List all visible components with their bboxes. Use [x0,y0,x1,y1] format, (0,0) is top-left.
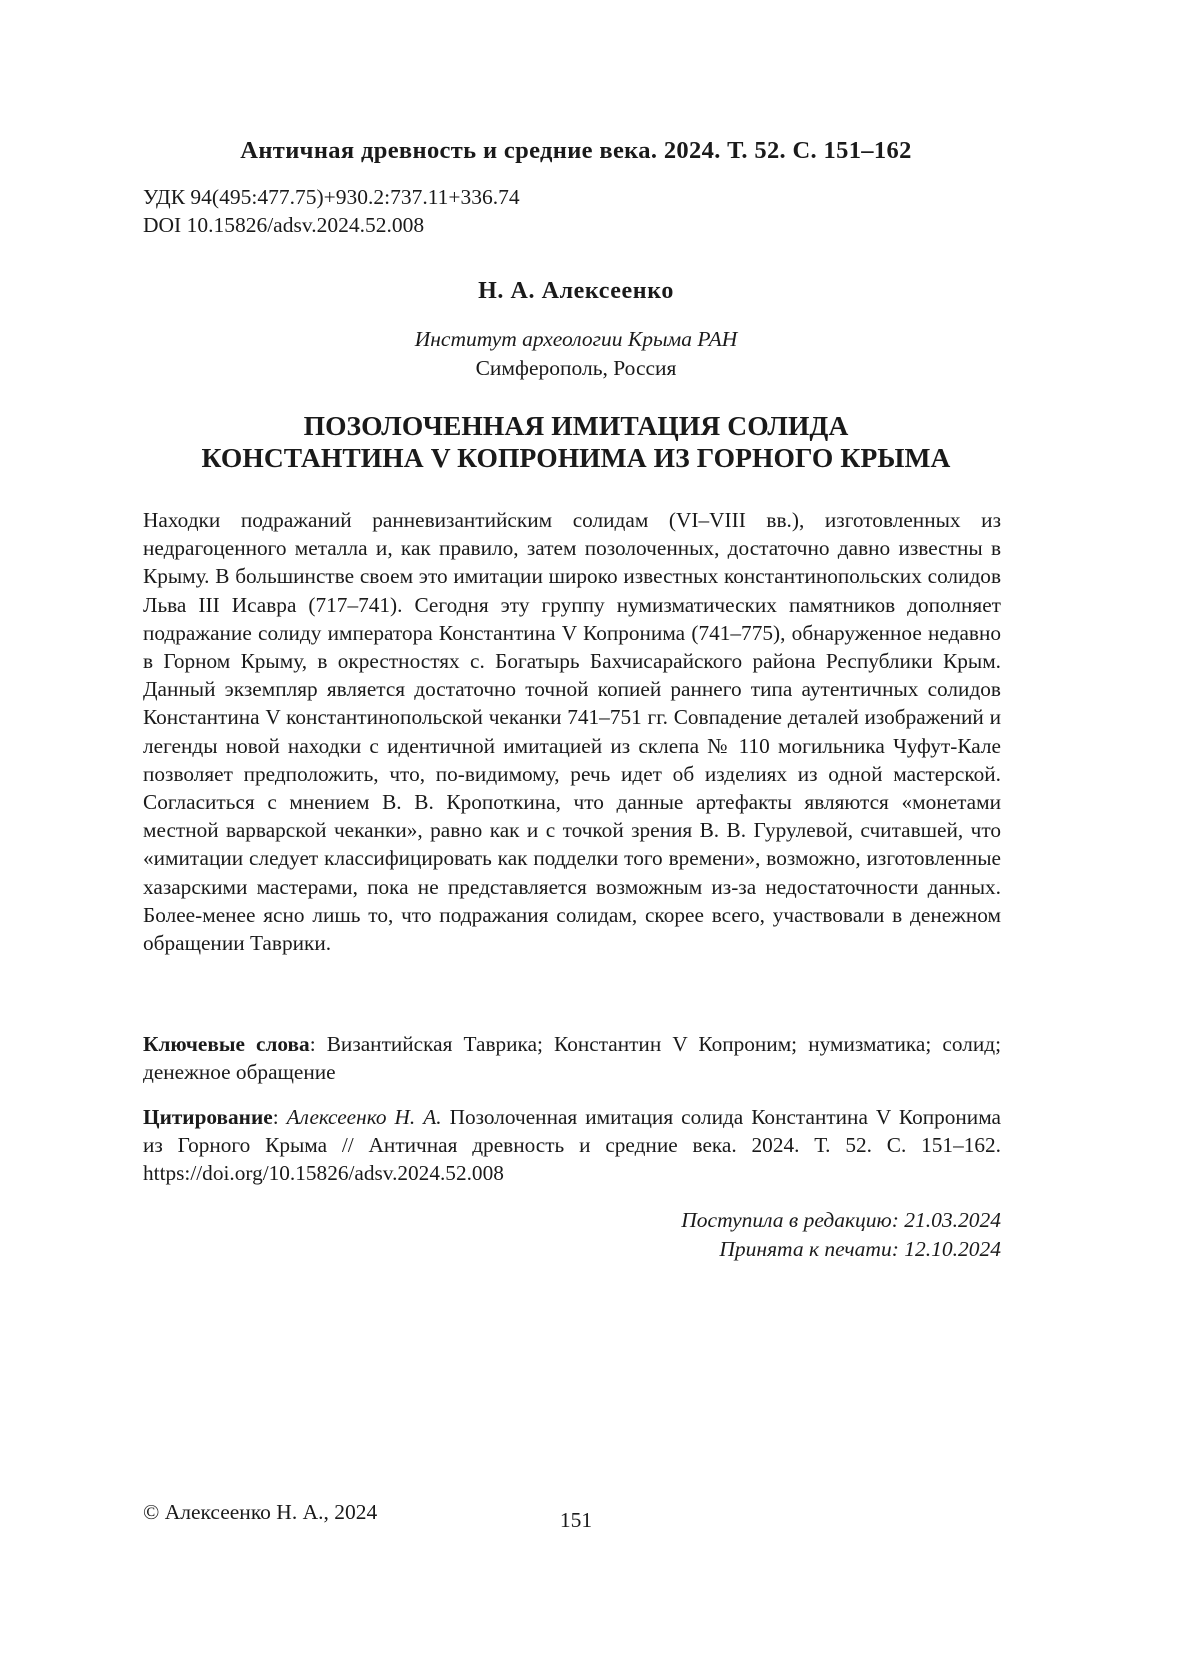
citation-text: Позолоченная имитация солида Константина V Копронима из Горного Крыма // Античная древность и средние века. 2024. Т. 52. С. 151–162. https://doi.org/10.15826/adsv.2024.52.008 [143,1105,1001,1186]
accepted-date: Принята к печати: 12.10.2024 [719,1236,1001,1261]
article-title [0,410,1152,474]
page-number: 151 [559,1508,593,1532]
keywords-text: Византийская Таврика; Константин V Копроним; нумизматика; солид; денежное обращение [143,1032,1001,1085]
institution-name: Институт археологии Крыма РАН [414,327,738,351]
author-name: Н. А. Алексеенко [478,278,674,304]
abstract-text: Находки подражаний ранневизантийским солидам (VI–VIII вв.), изготовленных из недрагоценного металла и, как правило, затем позолоченных, достаточно давно известны в Крыму. В большинстве своем это имитации широко известных константинопольских солидов Льва III Исавра (717–741). Сегодня эту группу нумизматических памятников дополняет подражание солиду императора Константина V Копронима (741–775), обнаруженное недавно в Горном Крыму, в окрестностях с. Богатырь Бахчисарайского района Республики Крым. Данный экземпляр является достаточно точной копией раннего типа аутентичных солидов Константина V константинопольской чеканки 741–751 гг. Совпадение деталей изображений и легенды новой находки с идентичной имитацией из склепа № 110 могильника Чуфут-Кале позволяет предположить, что, по-видимому, речь идет об изделиях из одной мастерской. Согласиться с мнением В. В. Кропоткина, что данные артефакты являются «монетами местной варварской чеканки», равно как и с точкой зрения В. В. Гурулевой, считавшей, что «имитации следует классифицировать как подделки того времени», возможно, изготовленные хазарскими мастерами, пока не представляется возможным из-за недостаточности данных. Более-менее ясно лишь то, что подражания солидам, скорее всего, участвовали в денежном обращении Таврики. [143,508,1001,956]
submission-dates [560,1206,1001,1263]
institution-location: Симферополь, Россия [475,356,677,380]
received-date: Поступила в редакцию: 21.03.2024 [681,1208,1001,1232]
abstract [143,506,1001,957]
article-metadata [143,183,520,239]
keywords-separator: : [309,1032,327,1056]
citation-block [143,1103,1001,1188]
keywords-block [143,1030,1001,1086]
author-affiliation [0,325,1152,383]
citation-author: Алексеенко Н. А. [286,1105,442,1129]
journal-header: Античная древность и средние века. 2024. Т. 52. С. 151–162 [240,137,912,164]
title-line-2: КОНСТАНТИНА V КОПРОНИМА ИЗ ГОРНОГО КРЫМА [201,442,951,473]
title-line-1: ПОЗОЛОЧЕННАЯ ИМИТАЦИЯ СОЛИДА [303,410,849,441]
doi-line: DOI 10.15826/adsv.2024.52.008 [143,213,425,237]
citation-label: Цитирование [143,1105,273,1129]
citation-separator: : [272,1105,287,1129]
copyright-notice: © Алексеенко Н. А., 2024 [143,1500,378,1524]
keywords-label: Ключевые слова [143,1032,310,1056]
udk-code: УДК 94(495:477.75)+930.2:737.11+336.74 [143,185,520,209]
